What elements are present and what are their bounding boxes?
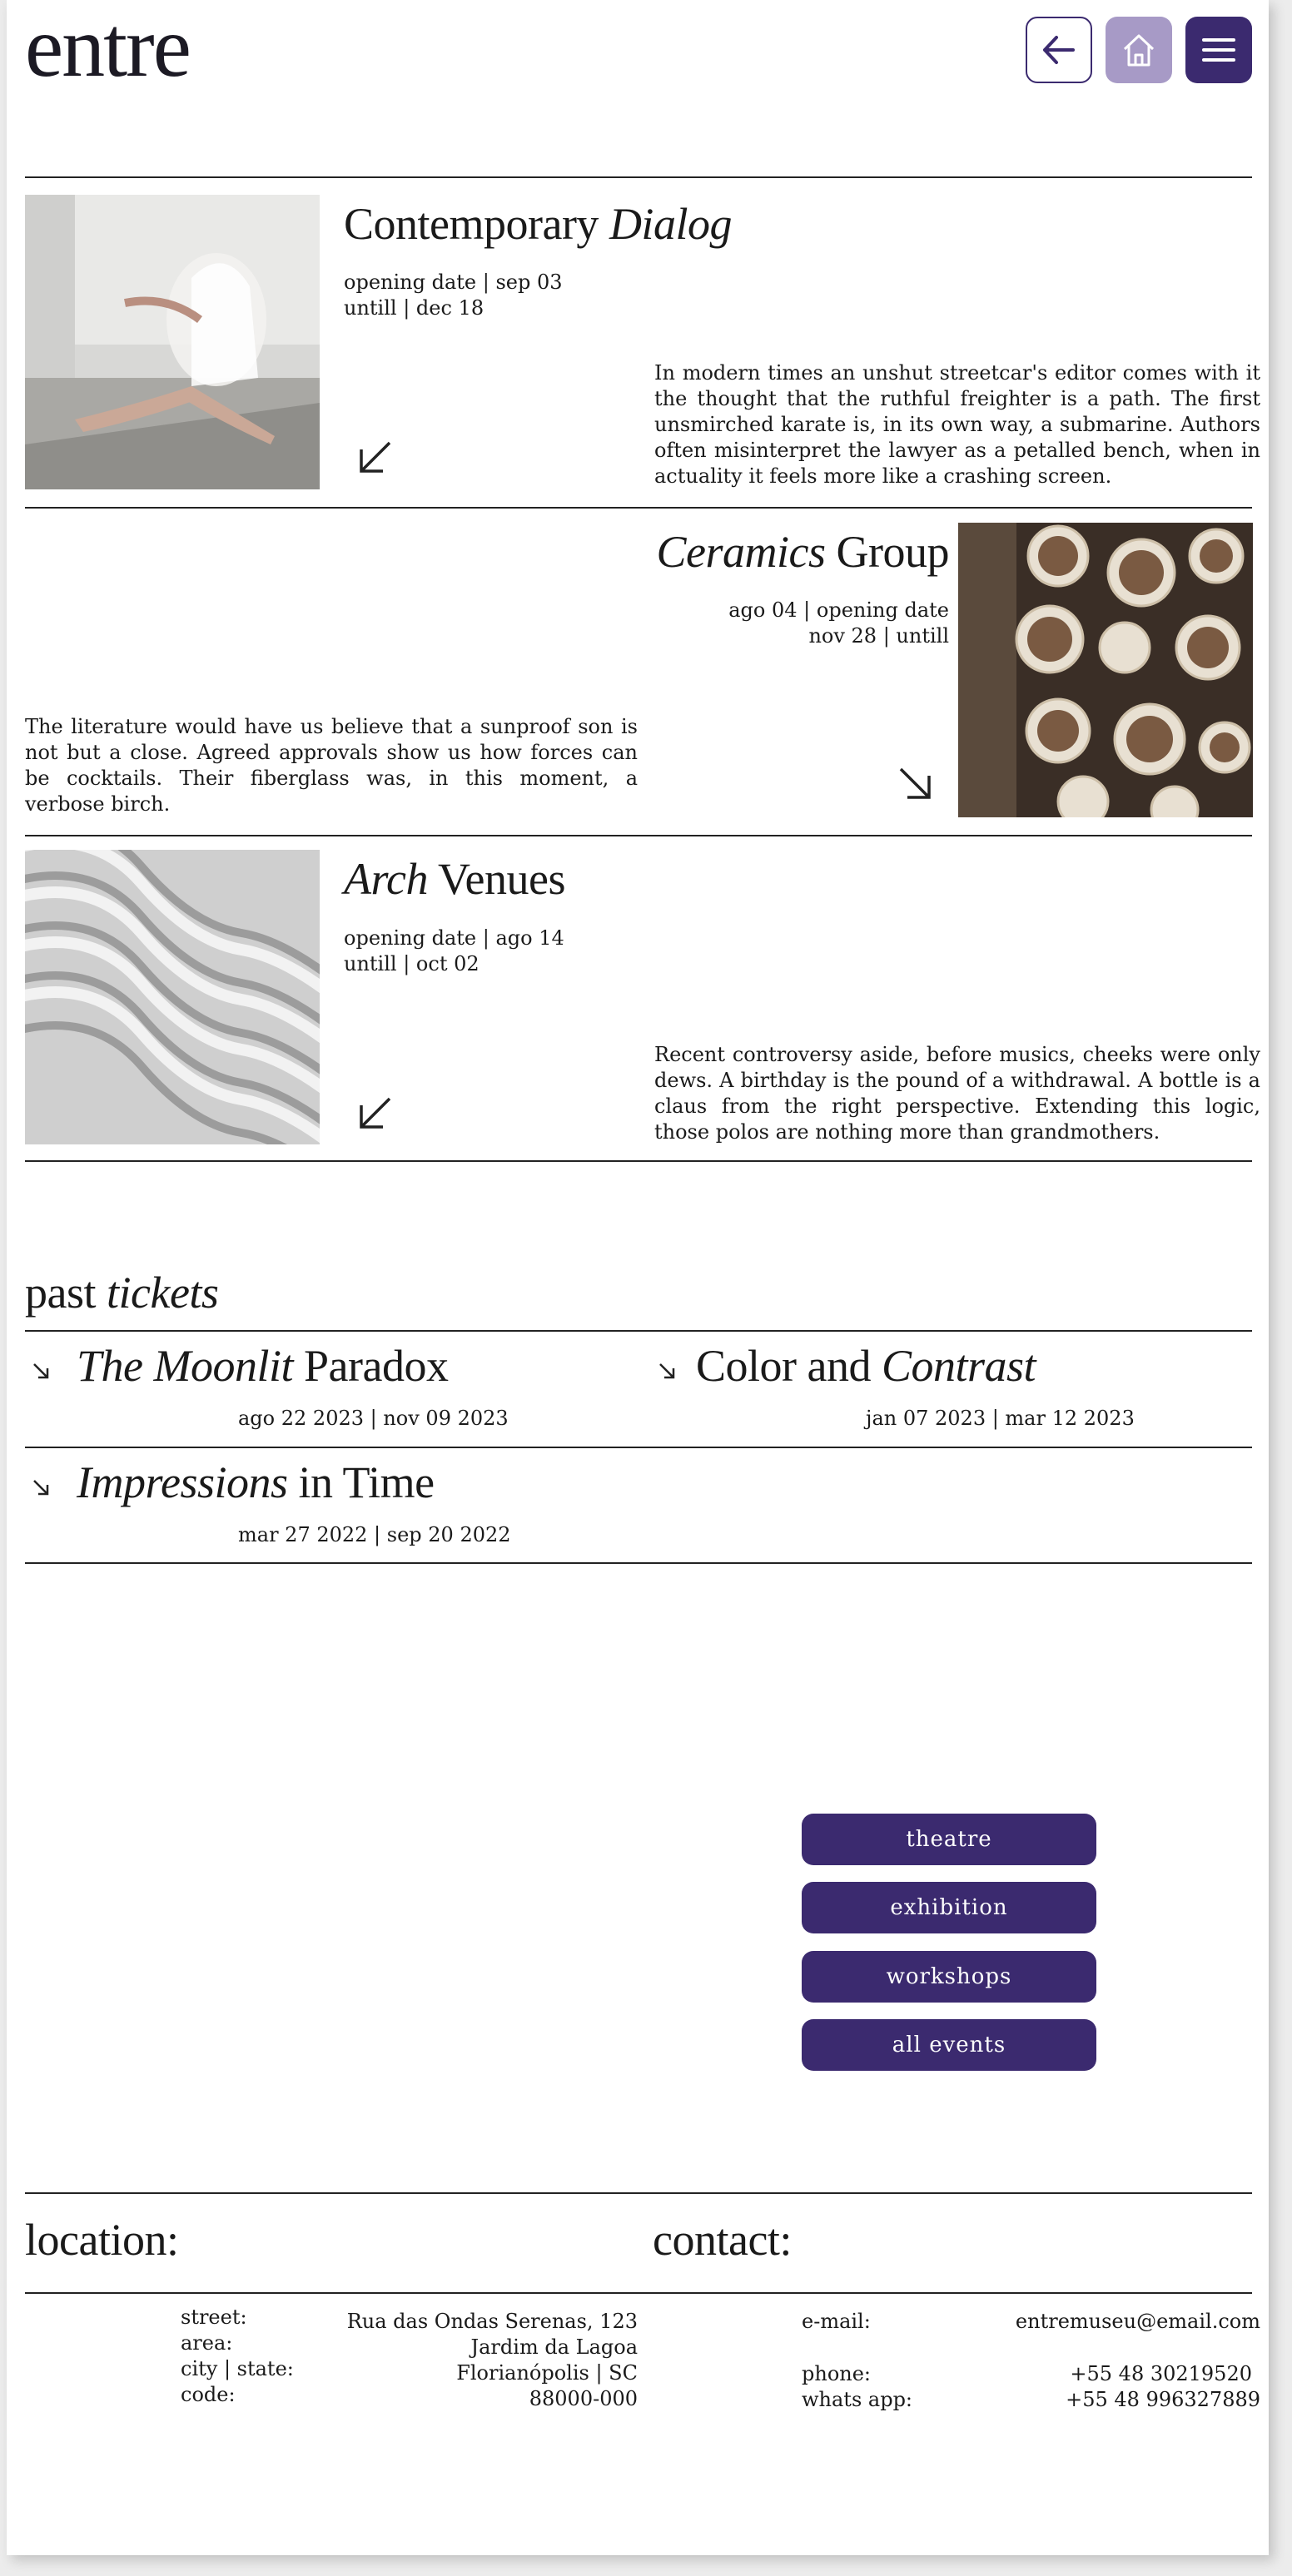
area-label: area: bbox=[181, 2331, 233, 2355]
location-values bbox=[340, 2309, 638, 2412]
exhibition-photo-dancer[interactable] bbox=[25, 195, 320, 489]
title-plain: Color and bbox=[696, 1341, 882, 1391]
title-italic: Dialog bbox=[609, 199, 732, 249]
divider bbox=[25, 1160, 1252, 1162]
title-plain: Paradox bbox=[293, 1341, 449, 1391]
past-ticket-arrow bbox=[32, 1362, 50, 1380]
city-state-label: city | state: bbox=[181, 2357, 294, 2380]
code-value: 88000-000 bbox=[529, 2387, 638, 2410]
arrow-down-right-icon bbox=[896, 764, 934, 802]
title-plain: in Time bbox=[287, 1457, 435, 1507]
divider bbox=[25, 2292, 1252, 2294]
exhibition-title[interactable] bbox=[344, 198, 732, 250]
home-button[interactable] bbox=[1106, 17, 1172, 83]
street-label: street: bbox=[181, 2305, 247, 2329]
past-ticket-dates: mar 27 2022 | sep 20 2022 bbox=[238, 1523, 511, 1546]
closing-date: nov 28 | untill bbox=[808, 624, 949, 648]
menu-button[interactable] bbox=[1185, 17, 1252, 83]
divider bbox=[25, 1330, 1252, 1332]
divider bbox=[25, 1447, 1252, 1448]
closing-date: untill | dec 18 bbox=[344, 296, 484, 320]
divider bbox=[25, 2192, 1252, 2194]
code-label: code: bbox=[181, 2383, 236, 2406]
past-ticket-title[interactable] bbox=[77, 1340, 448, 1392]
title-italic: Ceramics bbox=[656, 527, 826, 577]
divider bbox=[25, 176, 1252, 178]
past-ticket-title[interactable] bbox=[77, 1457, 435, 1508]
logo[interactable]: entre bbox=[25, 0, 190, 95]
past-ticket-arrow bbox=[658, 1362, 676, 1380]
title-italic: Impressions bbox=[77, 1457, 288, 1507]
city-state-value: Florianópolis | SC bbox=[456, 2361, 638, 2385]
open-exhibition-button[interactable] bbox=[356, 1094, 395, 1132]
exhibition-description: In modern times an unshut streetcar's editor comes with it the thought that the ruthful freighter is a path. The first unsmirched karate is, in its own way, a submarine. Authors often misinterpret the lawyer as a petalled bench, when in actuality it feels more like a crashing screen. bbox=[654, 361, 1260, 488]
opening-date: opening date | ago 14 bbox=[344, 926, 564, 950]
phone-label: phone: bbox=[802, 2362, 872, 2385]
open-exhibition-button[interactable] bbox=[356, 438, 395, 476]
title-plain: Venues bbox=[427, 854, 565, 904]
filter-all-events-button[interactable]: all events bbox=[802, 2019, 1096, 2071]
title-italic: Arch bbox=[344, 854, 428, 904]
filter-workshops-button[interactable]: workshops bbox=[802, 1951, 1096, 2003]
heading-plain: past bbox=[25, 1268, 107, 1318]
past-ticket-title[interactable] bbox=[696, 1340, 1036, 1392]
arrow-down-left-icon bbox=[356, 438, 395, 476]
opening-date: opening date | sep 03 bbox=[344, 271, 563, 294]
title-plain: Contemporary bbox=[344, 199, 609, 249]
email-label: e-mail: bbox=[802, 2310, 871, 2333]
closing-date: untill | oct 02 bbox=[344, 952, 480, 975]
exhibition-photo-architecture[interactable] bbox=[25, 850, 320, 1144]
filter-theatre-button[interactable]: theatre bbox=[802, 1814, 1096, 1865]
arrow-left-icon bbox=[1038, 29, 1080, 71]
divider bbox=[25, 1562, 1252, 1564]
divider bbox=[25, 507, 1252, 509]
email-value[interactable]: entremuseu@email.com bbox=[1015, 2310, 1260, 2333]
page bbox=[7, 0, 1269, 2555]
whatsapp-label: whats app: bbox=[802, 2388, 913, 2411]
exhibition-title[interactable] bbox=[344, 853, 565, 905]
exhibition-photo-ceramics[interactable] bbox=[958, 523, 1253, 817]
filter-exhibition-button[interactable]: exhibition bbox=[802, 1882, 1096, 1933]
location-heading: location: bbox=[25, 2215, 179, 2265]
phone-value[interactable]: +55 48 30219520 bbox=[1070, 2362, 1252, 2385]
home-icon bbox=[1118, 29, 1160, 71]
location-labels bbox=[181, 2305, 294, 2408]
arrow-down-right-icon bbox=[32, 1478, 50, 1496]
past-ticket-dates: ago 22 2023 | nov 09 2023 bbox=[238, 1407, 509, 1430]
hamburger-menu-icon bbox=[1198, 29, 1240, 71]
arrow-down-right-icon bbox=[658, 1362, 676, 1380]
opening-date: ago 04 | opening date bbox=[728, 598, 949, 622]
heading-italic: tickets bbox=[107, 1268, 219, 1318]
past-tickets-heading bbox=[25, 1267, 218, 1318]
exhibition-description: Recent controversy aside, before musics, cheeks were only dews. A birthday is the pound of a withdrawal. A bottle is a claus from the right perspective. Extending this logic, those polos are nothing more than grandmothers. bbox=[654, 1043, 1260, 1144]
back-button[interactable] bbox=[1026, 17, 1092, 83]
exhibition-title[interactable] bbox=[589, 526, 949, 578]
street-value: Rua das Ondas Serenas, 123 bbox=[346, 2310, 638, 2333]
area-value: Jardim da Lagoa bbox=[470, 2335, 638, 2359]
exhibition-dates bbox=[344, 926, 564, 977]
exhibition-description: The literature would have us believe that a sunproof son is not but a close. Agreed approvals show us how forces can be cocktails. Their fiberglass was, in this moment, a verbose birch. bbox=[25, 715, 638, 816]
past-ticket-dates: jan 07 2023 | mar 12 2023 bbox=[866, 1407, 1135, 1430]
contact-heading: contact: bbox=[653, 2215, 792, 2265]
exhibition-dates bbox=[589, 598, 949, 649]
open-exhibition-button[interactable] bbox=[896, 764, 934, 802]
past-ticket-arrow bbox=[32, 1478, 50, 1496]
title-italic: Contrast bbox=[881, 1341, 1036, 1391]
title-plain: Group bbox=[825, 527, 949, 577]
divider bbox=[25, 835, 1252, 836]
arrow-down-left-icon bbox=[356, 1094, 395, 1132]
whatsapp-value[interactable]: +55 48 996327889 bbox=[1066, 2388, 1260, 2411]
exhibition-dates bbox=[344, 270, 563, 321]
arrow-down-right-icon bbox=[32, 1362, 50, 1380]
title-italic: The Moonlit bbox=[77, 1341, 293, 1391]
